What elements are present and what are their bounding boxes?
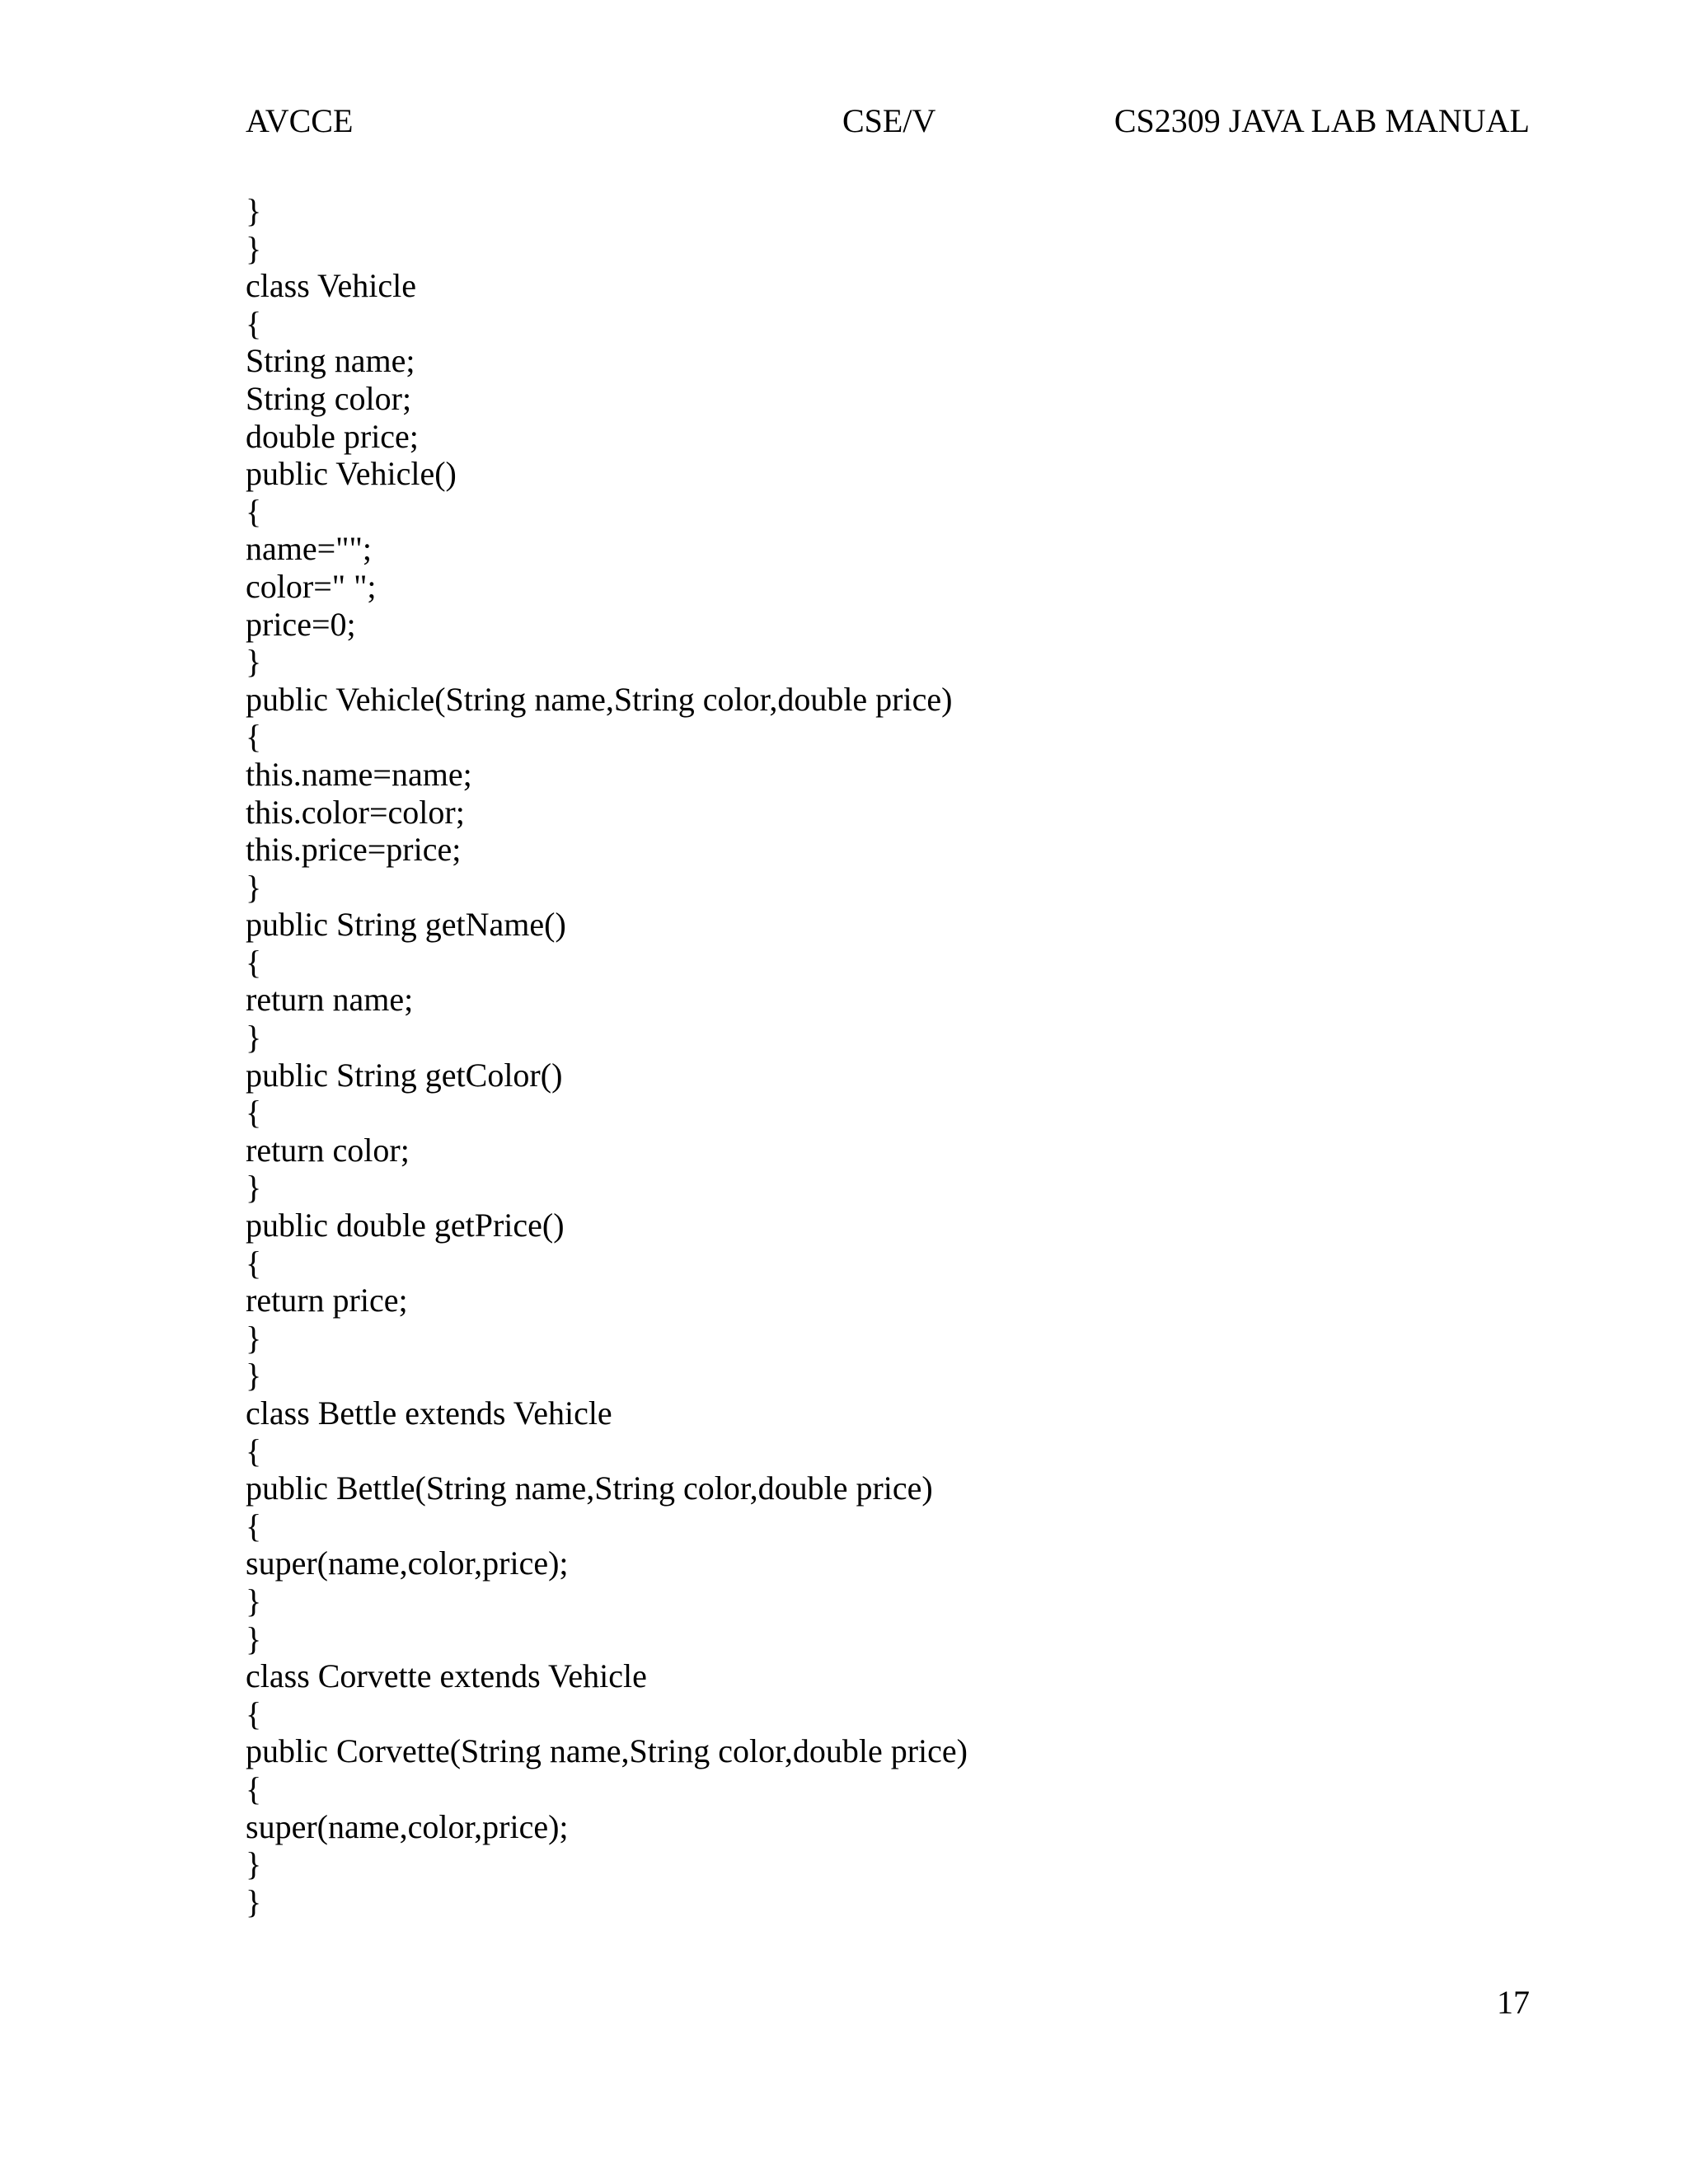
code-line: this.color=color; bbox=[246, 793, 465, 831]
code-line: { bbox=[246, 492, 262, 530]
code-line: class Vehicle bbox=[246, 267, 416, 305]
code-line: } bbox=[246, 868, 262, 906]
code-line: public String getName() bbox=[246, 906, 566, 944]
code-line: this.price=price; bbox=[246, 831, 462, 869]
code-line: public Vehicle(String name,String color,double price) bbox=[246, 680, 953, 718]
code-line: price=0; bbox=[246, 605, 356, 643]
code-line: { bbox=[246, 1094, 262, 1132]
code-line: public Bettle(String name,String color,double price) bbox=[246, 1469, 933, 1507]
page-number: 17 bbox=[1497, 1984, 1530, 2021]
code-line: } bbox=[246, 1019, 262, 1057]
code-line: } bbox=[246, 1619, 262, 1657]
code-line: String name; bbox=[246, 342, 415, 380]
header-department: CSE/V bbox=[842, 102, 936, 139]
header-institution: AVCCE bbox=[246, 102, 354, 139]
code-line: public Vehicle() bbox=[246, 455, 457, 493]
code-line: public Corvette(String name,String color,double price) bbox=[246, 1732, 968, 1770]
code-line: } bbox=[246, 229, 262, 267]
code-line: { bbox=[246, 1769, 262, 1807]
code-line: this.name=name; bbox=[246, 755, 472, 793]
code-listing bbox=[246, 192, 968, 1920]
code-line: return color; bbox=[246, 1131, 410, 1169]
code-line: return name; bbox=[246, 981, 414, 1019]
code-line: return price; bbox=[246, 1282, 408, 1319]
code-line: { bbox=[246, 1694, 262, 1732]
code-line: } bbox=[246, 1357, 262, 1394]
code-line: color=" "; bbox=[246, 567, 377, 605]
page-header bbox=[0, 96, 1688, 146]
code-line: public String getColor() bbox=[246, 1056, 563, 1094]
code-line: class Corvette extends Vehicle bbox=[246, 1657, 647, 1695]
code-line: } bbox=[246, 1582, 262, 1619]
code-line: name=""; bbox=[246, 530, 372, 568]
code-line: super(name,color,price); bbox=[246, 1544, 569, 1582]
code-line: } bbox=[246, 1169, 262, 1207]
code-line: class Bettle extends Vehicle bbox=[246, 1394, 612, 1432]
code-line: } bbox=[246, 192, 262, 229]
code-line: { bbox=[246, 718, 262, 756]
code-line: String color; bbox=[246, 379, 412, 417]
code-line: } bbox=[246, 1319, 262, 1357]
code-line: { bbox=[246, 1244, 262, 1282]
code-line: } bbox=[246, 1845, 262, 1883]
header-manual-title: CS2309 JAVA LAB MANUAL bbox=[1114, 102, 1530, 139]
code-line: { bbox=[246, 1432, 262, 1469]
code-line: { bbox=[246, 304, 262, 342]
code-line: } bbox=[246, 1882, 262, 1920]
code-line: super(name,color,price); bbox=[246, 1807, 569, 1845]
code-line: double price; bbox=[246, 417, 419, 455]
code-line: public double getPrice() bbox=[246, 1207, 565, 1244]
code-line: } bbox=[246, 643, 262, 681]
code-line: { bbox=[246, 1507, 262, 1544]
code-line: { bbox=[246, 943, 262, 981]
